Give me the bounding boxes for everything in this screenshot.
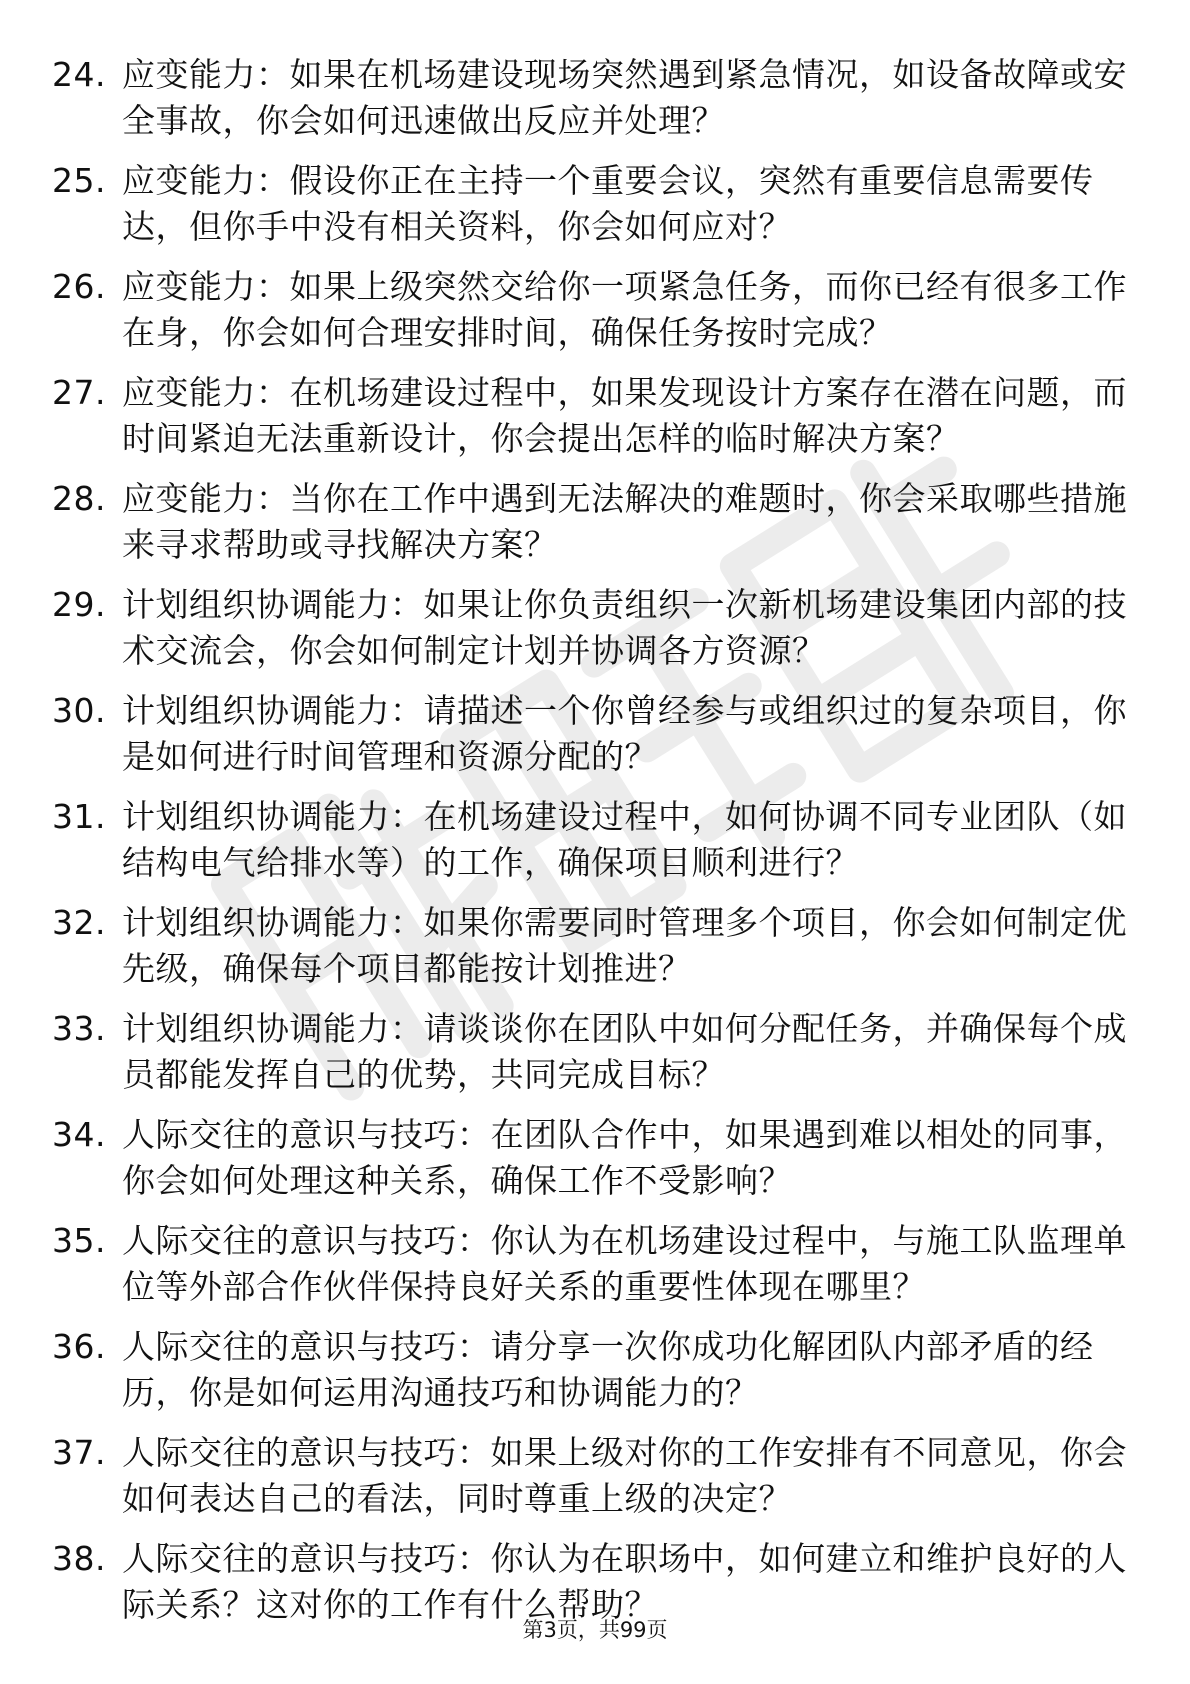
question-text: 计划组织协调能力：如果你需要同时管理多个项目，你会如何制定优先级，确保每个项目都能按计划推进？ <box>122 903 1127 988</box>
question-text: 应变能力：当你在工作中遇到无法解决的难题时，你会采取哪些措施来寻求帮助或寻找解决方案？ <box>122 479 1127 564</box>
question-item <box>52 1006 1132 1098</box>
question-item <box>52 794 1132 886</box>
question-number: 33. <box>52 1009 106 1048</box>
question-text: 计划组织协调能力：请描述一个你曾经参与或组织过的复杂项目，你是如何进行时间管理和资源分配的？ <box>122 691 1127 776</box>
question-number: 25. <box>52 161 106 200</box>
question-number: 34. <box>52 1115 106 1154</box>
question-item <box>52 1430 1132 1522</box>
question-text: 人际交往的意识与技巧：在团队合作中，如果遇到难以相处的同事，你会如何处理这种关系，确保工作不受影响？ <box>122 1115 1127 1200</box>
question-item <box>52 1112 1132 1204</box>
question-text: 应变能力：在机场建设过程中，如果发现设计方案存在潜在问题，而时间紧迫无法重新设计，你会提出怎样的临时解决方案？ <box>122 373 1127 458</box>
question-text: 人际交往的意识与技巧：你认为在机场建设过程中，与施工队监理单位等外部合作伙伴保持良好关系的重要性体现在哪里？ <box>122 1221 1127 1306</box>
question-item <box>52 264 1132 356</box>
question-text: 计划组织协调能力：请谈谈你在团队中如何分配任务，并确保每个成员都能发挥自己的优势，共同完成目标？ <box>122 1009 1127 1094</box>
page-number-footer: 第3页，共99页 <box>522 1618 668 1642</box>
question-number: 31. <box>52 797 106 836</box>
question-item <box>52 900 1132 992</box>
question-item <box>52 582 1132 674</box>
question-text: 计划组织协调能力：在机场建设过程中，如何协调不同专业团队（如结构电气给排水等）的工作，确保项目顺利进行？ <box>122 797 1127 882</box>
question-item <box>52 1324 1132 1416</box>
question-text: 计划组织协调能力：如果让你负责组织一次新机场建设集团内部的技术交流会，你会如何制定计划并协调各方资源？ <box>122 585 1127 670</box>
question-number: 32. <box>52 903 106 942</box>
question-text: 人际交往的意识与技巧：如果上级对你的工作安排有不同意见，你会如何表达自己的看法，同时尊重上级的决定？ <box>122 1433 1127 1518</box>
question-text: 人际交往的意识与技巧：你认为在职场中，如何建立和维护良好的人际关系？这对你的工作有什么帮助？ <box>122 1539 1127 1624</box>
question-list <box>52 52 1132 1642</box>
question-item <box>52 158 1132 250</box>
question-number: 28. <box>52 479 106 518</box>
question-number: 26. <box>52 267 106 306</box>
question-number: 38. <box>52 1539 106 1578</box>
question-number: 29. <box>52 585 106 624</box>
question-item <box>52 370 1132 462</box>
question-number: 24. <box>52 55 106 94</box>
question-text: 人际交往的意识与技巧：请分享一次你成功化解团队内部矛盾的经历，你是如何运用沟通技巧和协调能力的？ <box>122 1327 1094 1412</box>
question-text: 应变能力：假设你正在主持一个重要会议，突然有重要信息需要传达，但你手中没有相关资料，你会如何应对？ <box>122 161 1094 246</box>
question-item <box>52 688 1132 780</box>
question-item <box>52 476 1132 568</box>
question-number: 27. <box>52 373 106 412</box>
question-item <box>52 1218 1132 1310</box>
question-text: 应变能力：如果上级突然交给你一项紧急任务，而你已经有很多工作在身，你会如何合理安排时间，确保任务按时完成？ <box>122 267 1127 352</box>
question-number: 37. <box>52 1433 106 1472</box>
question-number: 30. <box>52 691 106 730</box>
question-number: 35. <box>52 1221 106 1260</box>
question-number: 36. <box>52 1327 106 1366</box>
question-item <box>52 52 1132 144</box>
question-text: 应变能力：如果在机场建设现场突然遇到紧急情况，如设备故障或安全事故，你会如何迅速做出反应并处理？ <box>122 55 1127 140</box>
